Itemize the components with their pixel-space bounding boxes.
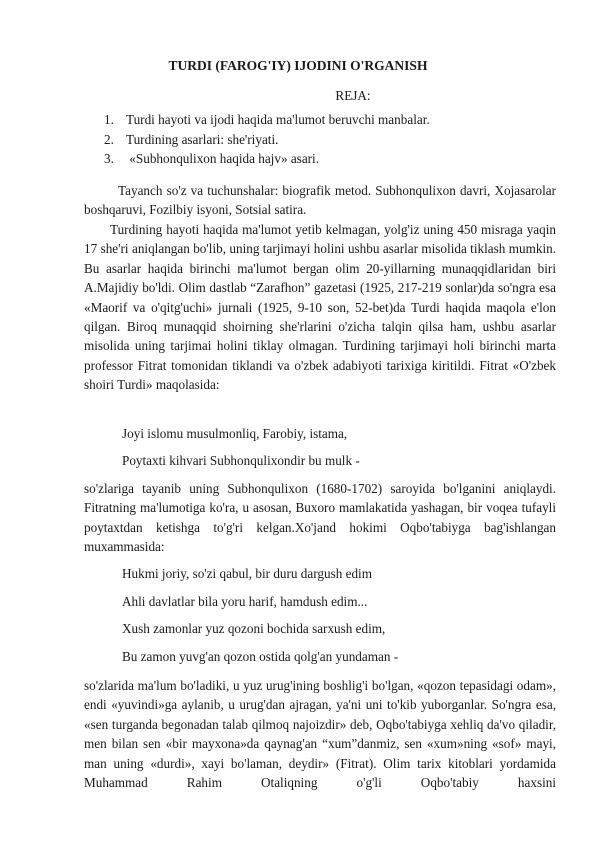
paragraph: Turdining hayoti haqida ma'lumot yetib kelmagan, yolg'iz uning 450 misraga yaqin 17 she'ri aniqlangan bo'lib, uning tarjimayi holini ushbu asarlar misolida tiklash mumkin. Bu asarlar haqida birinchi ma'lumot bergan olim 20-yillarning munaqqidlaridan biri A.Majidiy bo'ldi. Olim dastlab “Zarafhon” gazetasi (1925, 217-219 sonlar)da so'ngra esa «Maorif va o'qitg'uchi» jurnali (1925, 9-10 son, 52-bet)da Turdi haqida maqola e'lon qilgan. Biroq munaqqid shoirning she'rlarini o'zicha talqin qilsa ham, ushbu asarlar misolida uning tarjimai holini tiklay olmagan. Turdining tarjimayi holi birinchi marta professor Fitrat tomonidan tiklandi va o'zbek adabiyoti tarixiga kiritildi. Fitrat «O'zbek shoiri Turdi» maqolasida: bbox=[84, 222, 556, 393]
verse-line: Ahli davlatlar bila yoru harif, hamdush edim... bbox=[122, 594, 368, 609]
plan-item-number: 2. bbox=[104, 131, 114, 147]
plan-list bbox=[104, 110, 544, 169]
plan-item-number: 3. bbox=[104, 151, 114, 166]
paragraph: so'zlariga tayanib uning Subhonqulixon (1680-1702) saroyida bo'lganini aniqlaydi. Fitratning ma'lumotiga ko'ra, u asosan, Buxoro mamlakatida yashagan, bir voqea tufayli poytaxtdan ketishga to'g'ri kelgan.Xo'jand hokimi Oqbo'tabiyga bag'ishlangan muxammasida: bbox=[84, 481, 556, 555]
plan-item bbox=[104, 110, 544, 130]
paragraph: so'zlarida ma'lum bo'ladiki, u yuz urug'ining boshlig'i bo'lgan, «qozon tepasidagi odam», endi «yuvindi»ga aylanib, u urug'dan ajragan, ya'ni uni to'kib yuborganlar. So'ngra esa, «sen turganda begonadan talab qilmoq najoizdir» deb, Oqbo'tabiyga xehliq da'vo qiladir, men bilan sen «bir mayxona»da qaynag'an “xum”danmiz, sen «xum»ning «sof» mayi, man uning «durdi», xayi bo'laman, deydir» (Fitrat). Olim tarix kitoblari yordamida Muhammad Rahim Otaliqning o'g'li Oqbo'tabiy haxsini bbox=[84, 678, 556, 791]
document-title: TURDI (FAROG'IY) IJODINI O'RGANISH bbox=[168, 58, 428, 73]
plan-heading: REJA: bbox=[335, 88, 371, 103]
verse-line: Xush zamonlar yuz qozoni bochida sarxush edim, bbox=[122, 621, 386, 636]
verse-line: Bu zamon yuvg'an qozon ostida qolg'an yundaman - bbox=[122, 649, 399, 664]
verse-line: Hukmi joriy, so'zi qabul, bir duru dargush edim bbox=[122, 566, 372, 581]
verse-line: Poytaxti kihvari Subhonqulixondir bu mulk - bbox=[122, 453, 360, 468]
plan-item-text: «Subhonqulixon haqida hajv» asari. bbox=[126, 151, 320, 166]
verse-line: Joyi islomu musulmonliq, Farobiy, istama, bbox=[122, 426, 348, 441]
plan-item-number: 1. bbox=[104, 112, 114, 127]
plan-item-text: Turdining asarlari: she'riyati. bbox=[126, 131, 279, 147]
plan-item bbox=[104, 130, 544, 150]
keywords-paragraph: Tayanch so'z va tuchunshalar: biografik metod. Subhonqulixon davri, Xojasarolar boshqaruvi, Fozilbiy isyoni, Sotsial satira. bbox=[84, 183, 556, 218]
plan-item bbox=[104, 149, 544, 169]
plan-item-text: Turdi hayoti va ijodi haqida ma'lumot beruvchi manbalar. bbox=[126, 112, 430, 127]
